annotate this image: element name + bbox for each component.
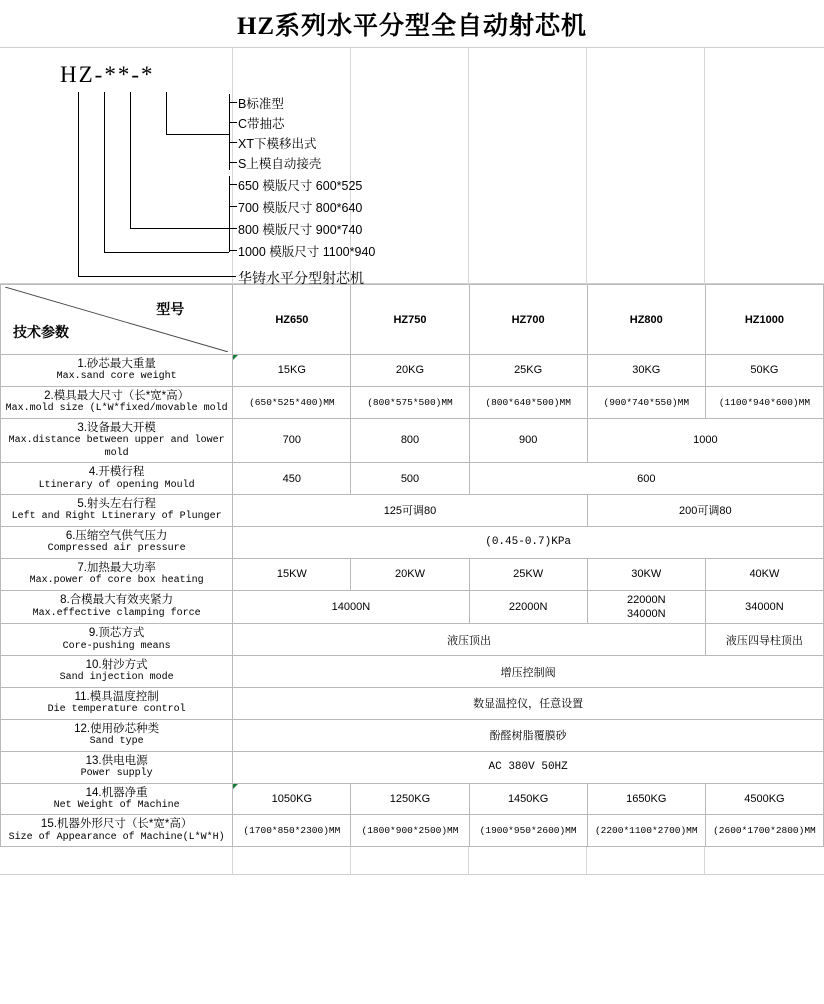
leader-line-3 — [130, 92, 131, 228]
connector-1 — [78, 276, 229, 277]
value-cell: 酚醛树脂覆膜砂 — [233, 719, 824, 751]
row-label-cell — [1, 719, 233, 751]
value-cell: (1900*950*2600)MM — [469, 815, 587, 847]
value-cell: 50KG — [705, 355, 823, 387]
diagram-note-5: 650 模版尺寸 600*525 — [238, 179, 363, 193]
diagram-note-6: 700 模版尺寸 800*640 — [238, 201, 363, 215]
value-cell: 200可调80 — [587, 495, 823, 527]
grid-line — [704, 847, 705, 874]
row-label-cell — [1, 656, 233, 688]
row-label-cell — [1, 815, 233, 847]
connector-4 — [166, 134, 229, 135]
row-label-cn: 2.模具最大尺寸（长*宽*高） — [44, 389, 190, 402]
value-cell: 500 — [351, 463, 469, 495]
value-cell: 30KW — [587, 558, 705, 590]
value-cell: 30KG — [587, 355, 705, 387]
value-cell: (1700*850*2300)MM — [233, 815, 351, 847]
value-cell: 25KG — [469, 355, 587, 387]
value-cell: 1050KG — [233, 783, 351, 815]
value-cell: 1650KG — [587, 783, 705, 815]
specifications-table — [0, 284, 824, 847]
grid-line — [704, 48, 705, 284]
table-row — [1, 687, 824, 719]
connector-2 — [104, 252, 229, 253]
page-title: HZ系列水平分型全自动射芯机 — [236, 12, 588, 40]
row-label-cell — [1, 687, 233, 719]
grid-line — [468, 847, 469, 874]
value-cell: 15KG — [233, 355, 351, 387]
diagram-note-7: 800 模版尺寸 900*740 — [238, 223, 363, 237]
leader-line-4 — [166, 92, 167, 134]
table-row — [1, 815, 824, 847]
table-row — [1, 355, 824, 387]
row-label-en: Max.distance between upper and lower mold — [8, 435, 225, 459]
table-row — [1, 590, 824, 624]
row-label-en: Sand injection mode — [59, 672, 174, 684]
grid-line — [232, 48, 233, 284]
row-label-en: Max.sand core weight — [56, 371, 177, 383]
bracket-spine-types — [229, 94, 230, 170]
header-corner-top-label: 型号 — [156, 303, 185, 318]
row-label-cell — [1, 751, 233, 783]
header-corner-bottom-label: 技术参数 — [13, 326, 69, 341]
value-cell: 20KW — [351, 558, 469, 590]
row-label-cn: 11.模具温度控制 — [74, 690, 159, 703]
value-cell: (0.45-0.7)KPa — [233, 526, 824, 558]
tick-1 — [229, 102, 237, 103]
value-cell: 22000N 34000N — [587, 590, 705, 624]
grid-line — [468, 48, 469, 284]
diagram-note-1: B标准型 — [238, 97, 284, 111]
table-row — [1, 495, 824, 527]
row-label-cn: 13.供电电源 — [85, 754, 148, 767]
grid-line — [586, 847, 587, 874]
value-cell: 40KW — [705, 558, 823, 590]
row-label-cn: 8.合模最大有效夹紧力 — [60, 594, 174, 607]
row-label-cell — [1, 558, 233, 590]
value-cell: 22000N — [469, 590, 587, 624]
value-cell: (800*575*500)MM — [351, 386, 469, 418]
value-cell: 1450KG — [469, 783, 587, 815]
value-cell: 增压控制阀 — [233, 656, 824, 688]
value-cell: (650*525*400)MM — [233, 386, 351, 418]
tick-3 — [229, 142, 237, 143]
row-label-en: Max.mold size (L*W*fixed/movable mold — [5, 403, 228, 415]
row-label-cn: 6.压缩空气供气压力 — [65, 529, 168, 542]
header-model-hz650: HZ650 — [233, 285, 351, 355]
header-model-hz700: HZ700 — [469, 285, 587, 355]
row-label-cn: 12.使用砂芯种类 — [74, 722, 160, 735]
row-label-cell — [1, 590, 233, 624]
value-cell: 25KW — [469, 558, 587, 590]
model-code-text: HZ-**-* — [60, 62, 155, 87]
table-header-row — [1, 285, 824, 355]
row-label-cn: 7.加热最大功率 — [77, 561, 156, 574]
row-label-en: Sand type — [89, 736, 144, 748]
value-cell: 14000N — [233, 590, 469, 624]
value-cell: 20KG — [351, 355, 469, 387]
row-label-cell — [1, 418, 233, 462]
row-label-en: Size of Appearance of Machine(L*W*H) — [8, 831, 225, 843]
diagonal-divider-icon — [5, 287, 228, 352]
diagram-brand-label: 华铸水平分型射芯机 — [238, 270, 364, 286]
tick-5 — [229, 184, 237, 185]
header-model-hz750: HZ750 — [351, 285, 469, 355]
value-cell: (2200*1100*2700)MM — [587, 815, 705, 847]
table-row — [1, 463, 824, 495]
table-row — [1, 558, 824, 590]
row-label-en: Die temperature control — [47, 704, 186, 716]
value-cell: 450 — [233, 463, 351, 495]
row-label-en: Ltinerary of opening Mould — [38, 479, 195, 491]
row-label-cn: 9.顶芯方式 — [88, 627, 145, 640]
value-cell: 900 — [469, 418, 587, 462]
row-label-en: Power supply — [80, 768, 153, 780]
value-cell: 125可调80 — [233, 495, 587, 527]
diagram-note-8: 1000 模版尺寸 1100*940 — [238, 245, 376, 259]
tick-7 — [229, 228, 237, 229]
row-label-cn: 5.射头左右行程 — [77, 498, 156, 510]
table-row — [1, 624, 824, 656]
row-label-en: Core-pushing means — [62, 640, 171, 652]
grid-line — [350, 847, 351, 874]
row-label-cn: 1.砂芯最大重量 — [77, 358, 156, 370]
header-model-hz1000: HZ1000 — [705, 285, 823, 355]
value-cell: (900*740*550)MM — [587, 386, 705, 418]
leader-line-1 — [78, 92, 79, 276]
row-label-en: Net Weight of Machine — [53, 799, 180, 811]
row-label-cell — [1, 463, 233, 495]
value-cell: 1000 — [587, 418, 823, 462]
table-row — [1, 719, 824, 751]
tick-brand — [222, 276, 236, 277]
grid-line — [586, 48, 587, 284]
value-cell: 液压四导柱顶出 — [705, 624, 823, 656]
row-label-cell — [1, 495, 233, 527]
table-tail-row — [0, 847, 824, 875]
bracket-spine-sizes — [229, 176, 230, 252]
row-label-cn: 10.射沙方式 — [85, 659, 148, 672]
value-cell: 34000N — [705, 590, 823, 624]
value-cell: 15KW — [233, 558, 351, 590]
value-cell: (1100*940*600)MM — [705, 386, 823, 418]
tick-2 — [229, 122, 237, 123]
value-cell: 700 — [233, 418, 351, 462]
row-label-en: Max.power of core box heating — [29, 575, 204, 587]
row-label-cell — [1, 386, 233, 418]
table-row — [1, 386, 824, 418]
row-label-cell — [1, 624, 233, 656]
diagram-note-4: S上模自动接壳 — [238, 157, 322, 171]
leader-line-2 — [104, 92, 105, 252]
header-corner-cell — [1, 285, 233, 355]
row-label-cn: 14.机器净重 — [85, 786, 148, 799]
value-cell: 600 — [469, 463, 823, 495]
tick-6 — [229, 206, 237, 207]
title-bar — [0, 0, 824, 48]
tick-8 — [229, 250, 237, 251]
value-cell: 数显温控仪，任意设置 — [233, 687, 824, 719]
tick-4 — [229, 162, 237, 163]
row-label-cn: 4.开模行程 — [88, 466, 145, 479]
value-cell: 800 — [351, 418, 469, 462]
value-cell: AC 380V 50HZ — [233, 751, 824, 783]
row-label-en: Compressed air pressure — [47, 543, 186, 555]
table-row — [1, 656, 824, 688]
value-cell: (1800*900*2500)MM — [351, 815, 469, 847]
table-row — [1, 526, 824, 558]
table-body — [1, 355, 824, 847]
row-label-cell — [1, 355, 233, 387]
diagram-note-2: C带抽芯 — [238, 117, 285, 131]
table-row — [1, 751, 824, 783]
table-row — [1, 783, 824, 815]
grid-line — [232, 847, 233, 874]
connector-3 — [130, 228, 229, 229]
model-code-diagram — [0, 48, 824, 284]
row-label-cell — [1, 783, 233, 815]
row-label-en: Max.effective clamping force — [32, 607, 201, 619]
table-row — [1, 418, 824, 462]
value-cell: 液压顶出 — [233, 624, 706, 656]
row-label-cell — [1, 526, 233, 558]
header-model-hz800: HZ800 — [587, 285, 705, 355]
value-cell: 1250KG — [351, 783, 469, 815]
row-label-en: Left and Right Ltinerary of Plunger — [11, 511, 222, 523]
diagram-note-3: XT下模移出式 — [238, 137, 317, 151]
value-cell: (800*640*500)MM — [469, 386, 587, 418]
value-cell: 4500KG — [705, 783, 823, 815]
value-cell: (2600*1700*2800)MM — [705, 815, 823, 847]
row-label-cn: 15.机器外形尺寸（长*宽*高） — [40, 818, 193, 831]
row-label-cn: 3.设备最大开模 — [77, 421, 156, 434]
